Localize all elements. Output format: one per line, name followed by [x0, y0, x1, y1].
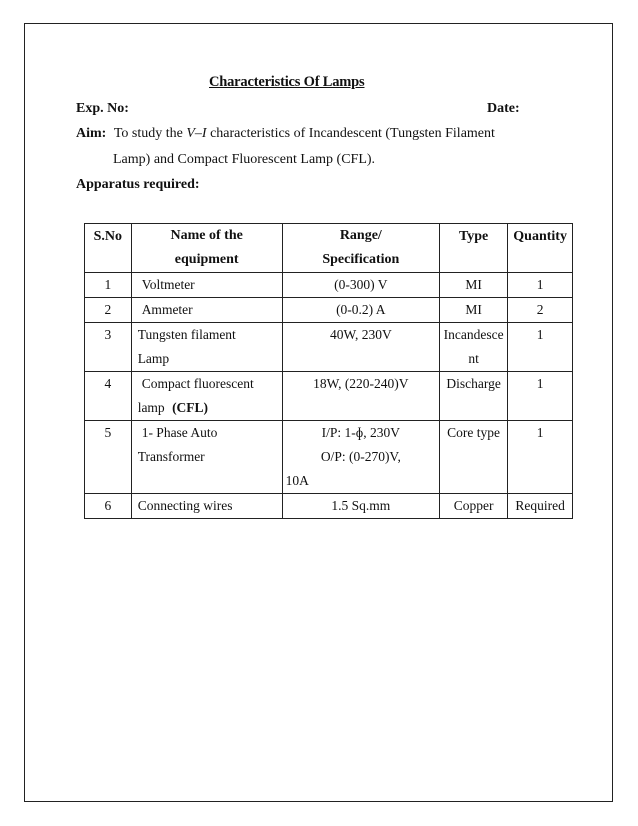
- cell-range: [282, 421, 439, 494]
- cell-type: [439, 323, 507, 372]
- aim-line-1: [76, 126, 495, 142]
- aim-line-2: Lamp) and Compact Fluorescent Lamp (CFL).: [113, 152, 376, 167]
- cell-name-line2: [138, 396, 279, 420]
- table-row: [85, 421, 573, 494]
- cell-range: 18W, (220-240)V: [282, 372, 439, 421]
- aim-text-pre: To study the: [113, 126, 187, 141]
- cell-name-line2: Transformer: [137, 449, 205, 464]
- cell-type: Discharge: [439, 372, 507, 421]
- cell-sno: 6: [85, 494, 132, 519]
- cell-name: Ammeter: [131, 298, 282, 323]
- table-row: [85, 372, 573, 421]
- date-label: Date:: [487, 101, 520, 116]
- cell-range-line2: O/P: (0-270)V,: [320, 449, 401, 464]
- cell-type: MI: [439, 298, 507, 323]
- exp-no-label: Exp. No:: [76, 101, 129, 116]
- cell-qty: Required: [508, 494, 573, 519]
- cell-qty: 1: [508, 372, 573, 421]
- cell-type: MI: [439, 273, 507, 298]
- table-row: [85, 273, 573, 298]
- table-row: [85, 298, 573, 323]
- header-range: Range/ Specification: [282, 224, 439, 273]
- cell-range: (0-0.2) A: [282, 298, 439, 323]
- cell-name-line1: 1- Phase Auto: [141, 425, 218, 440]
- cell-qty: 1: [508, 273, 573, 298]
- cell-name: Connecting wires: [131, 494, 282, 519]
- cell-qty: 2: [508, 298, 573, 323]
- cell-sno: 1: [85, 273, 132, 298]
- apparatus-label: Apparatus required:: [76, 177, 200, 192]
- cell-qty: 1: [508, 323, 573, 372]
- cell-sno: 3: [85, 323, 132, 372]
- cell-name-line2-text: lamp: [137, 400, 165, 415]
- cell-qty: 1: [508, 421, 573, 494]
- cell-type: Copper: [439, 494, 507, 519]
- table-header-row: [85, 224, 573, 273]
- cell-range: 1.5 Sq.mm: [282, 494, 439, 519]
- cell-name: Voltmeter: [131, 273, 282, 298]
- cell-range-line1: I/P: 1-ɸ, 230V: [321, 425, 400, 440]
- cell-name: [131, 421, 282, 494]
- cell-name-line1: Compact fluorescent: [141, 376, 254, 391]
- cell-name: [131, 323, 282, 372]
- cell-name-line1: Tungsten filament: [137, 327, 236, 342]
- cell-name-cfl: (CFL): [172, 400, 209, 415]
- cell-range: 40W, 230V: [282, 323, 439, 372]
- apparatus-table: [84, 223, 573, 519]
- aim-label: Aim:: [76, 126, 107, 141]
- cell-type: Core type: [439, 421, 507, 494]
- table-row: [85, 494, 573, 519]
- header-name: Name of the equipment: [131, 224, 282, 273]
- cell-type-line1: Incandesce: [443, 327, 504, 342]
- aim-text-post: characteristics of Incandescent (Tungsten Filament: [206, 126, 495, 141]
- cell-range: (0-300) V: [282, 273, 439, 298]
- aim-text-vi: V–I: [186, 126, 207, 141]
- cell-name: [131, 372, 282, 421]
- cell-sno: 2: [85, 298, 132, 323]
- header-sno: S.No: [85, 224, 132, 273]
- cell-type-line2: nt: [468, 351, 479, 366]
- cell-sno: 5: [85, 421, 132, 494]
- table-row: [85, 323, 573, 372]
- header-type: Type: [439, 224, 507, 273]
- cell-range-line3: 10A: [285, 473, 309, 488]
- header-quantity: Quantity: [508, 224, 573, 273]
- cell-name-line2: Lamp: [137, 351, 170, 366]
- cell-sno: 4: [85, 372, 132, 421]
- document-title: Characteristics Of Lamps: [209, 74, 365, 90]
